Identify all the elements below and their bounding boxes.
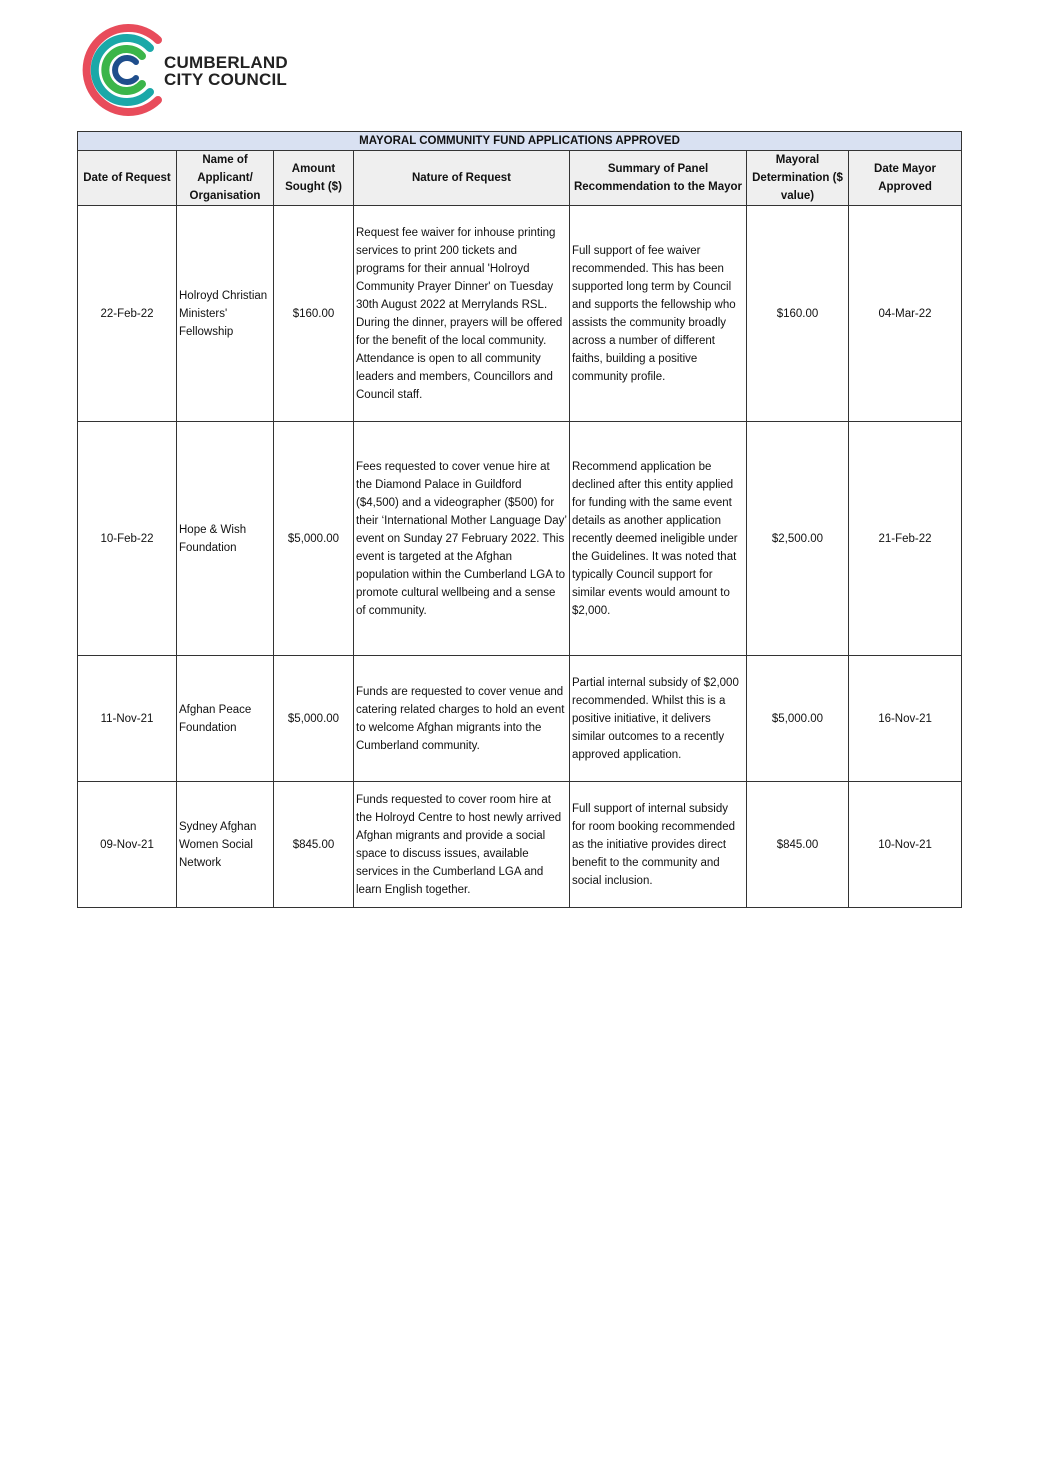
table-title: MAYORAL COMMUNITY FUND APPLICATIONS APPROVED [78,132,962,151]
col-header-date-approved: Date Mayor Approved [849,151,962,206]
cell-nature: Funds requested to cover room hire at the Holroyd Centre to host newly arrived Afghan migrants and provide a social space to discuss issues, available services in the Cumberland LGA and learn English together. [354,782,570,908]
table-header-row [78,151,962,206]
cell-nature: Fees requested to cover venue hire at the Diamond Palace in Guildford ($4,500) and a videographer ($500) for their ‘International Mother Language Day’ event on Sunday 27 February 2022. This event is targeted at the Afghan population within the Cumberland LGA to promote cultural wellbeing and a sense of community. [354,422,570,656]
cell-determination: $160.00 [747,206,849,422]
cell-applicant: Afghan Peace Foundation [177,656,274,782]
cell-summary: Full support of fee waiver recommended. This has been supported long term by Council and supports the fellowship who assists the community broadly across a number of different faiths, building a positive community profile. [570,206,747,422]
table-row [78,656,962,782]
cell-summary: Recommend application be declined after this entity applied for funding with the same event details as another application recently deemed ineligible under the Guidelines. It was noted that typically Council support for similar events would amount to $2,000. [570,422,747,656]
cell-determination: $845.00 [747,782,849,908]
cell-date-approved: 04-Mar-22 [849,206,962,422]
cell-determination: $5,000.00 [747,656,849,782]
cell-amount: $5,000.00 [274,422,354,656]
col-header-determination: Mayoral Determination ($ value) [747,151,849,206]
cell-determination: $2,500.00 [747,422,849,656]
cell-amount: $160.00 [274,206,354,422]
council-name [164,54,288,88]
cell-applicant: Sydney Afghan Women Social Network [177,782,274,908]
cell-amount: $845.00 [274,782,354,908]
col-header-applicant: Name of Applicant/ Organisation [177,151,274,206]
table-row [78,782,962,908]
cell-applicant: Hope & Wish Foundation [177,422,274,656]
fund-applications-table [77,131,962,908]
col-header-amount: Amount Sought ($) [274,151,354,206]
cell-summary: Partial internal subsidy of $2,000 recommended. Whilst this is a positive initiative, it delivers similar outcomes to a recently approved application. [570,656,747,782]
cell-nature: Request fee waiver for inhouse printing services to print 200 tickets and programs for their annual 'Holroyd Community Prayer Dinner' on Tuesday 30th August 2022 at Merrylands RSL. During the dinner, prayers will be offered for the benefit of the local community. Attendance is open to all community leaders and members, Councillors and Council staff. [354,206,570,422]
cell-date-approved: 21-Feb-22 [849,422,962,656]
cell-date-request: 09-Nov-21 [78,782,177,908]
cell-date-approved: 10-Nov-21 [849,782,962,908]
cell-amount: $5,000.00 [274,656,354,782]
cell-applicant: Holroyd Christian Ministers' Fellowship [177,206,274,422]
cell-nature: Funds are requested to cover venue and catering related charges to hold an event to welcome Afghan migrants into the Cumberland community. [354,656,570,782]
council-logo [76,24,306,116]
col-header-date-request: Date of Request [78,151,177,206]
council-name-line1: CUMBERLAND [164,53,288,72]
table-title-row [78,132,962,151]
cell-date-approved: 16-Nov-21 [849,656,962,782]
table-row [78,206,962,422]
cell-date-request: 11-Nov-21 [78,656,177,782]
col-header-nature: Nature of Request [354,151,570,206]
table-row [78,422,962,656]
col-header-summary: Summary of Panel Recommendation to the Mayor [570,151,747,206]
council-logo-icon [76,24,166,116]
cell-date-request: 10-Feb-22 [78,422,177,656]
cell-summary: Full support of internal subsidy for room booking recommended as the initiative provides direct benefit to the community and social inclusion. [570,782,747,908]
council-name-line2: CITY COUNCIL [164,70,287,89]
cell-date-request: 22-Feb-22 [78,206,177,422]
